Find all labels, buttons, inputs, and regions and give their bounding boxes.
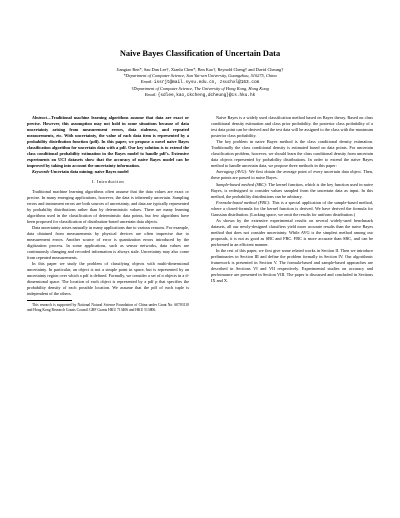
author-list: Jiangtao Ren*, Sau Dan Lee†, Xianlu Chen*, Ben Kao†, Reynold Cheng† and David Cheung†: [116, 67, 284, 72]
keywords-lead: Keywords: [32, 169, 50, 175]
affiliation-2: †Department of Computer Science, The University of Hong Kong, Hong Kong: [131, 86, 269, 92]
right-paragraph-6: As shown by the extensive experimental results on several widely-used benchmark datasets, all our newly-designed classifiers yield more accurate results than the naive Bayes method that does not consider uncertainty. While AVG is the simplest method among our proposals, it is not as good as SBC and FBC. FBC is more accurate than SBC, and can be performed in an efficient manner.: [211, 217, 373, 247]
method-sbc-lead: Sample-based method (SBC):: [216, 181, 268, 187]
email-label-2: Email:: [144, 92, 157, 98]
method-fbc-text: This is a special application of the sample-based method, where a closed-formula for the kernel function is derived. We have derived the formula for Gaussian distribution. (Lacking space, we omit the results for uniform distribution.): [211, 199, 374, 217]
method-sbc: [211, 182, 373, 200]
paper-title: Naive Bayes Classification of Uncertain Data: [119, 49, 281, 58]
right-paragraph-2: The key problem in naive Bayes method is the class conditional density estimation. Traditionally the class conditional density is estimated based on data points. For uncertain classification problem, however, we should learn the class conditional density from uncertain data objects represented by probability distributions. In order to extend the naive Bayes method to handle uncertain data, we propose three methods in this paper:: [211, 139, 373, 169]
email-label-1: Email:: [140, 79, 153, 85]
section-heading-introduction: I. Introduction: [92, 179, 124, 185]
funding-footnote: This research is supported by National Natural Science Foundation of China under Grant No. 60703110 and Hong Kong Research Grants Council GRF Grants HKU 713406 and HKU 513806.: [27, 303, 189, 313]
author-block: [0, 67, 400, 99]
affiliation-1: *Department of Computer Science, Sun Yat-sen University, Guangzhou, 510275, China: [123, 73, 277, 79]
abstract: [27, 115, 189, 169]
footnote-divider: [27, 300, 72, 301]
method-avg: [211, 169, 373, 181]
intro-paragraph-2: Data uncertainty arises naturally in many applications due to various reasons. For example, data obtained from measurements by physical devices are often imprecise due to measurement errors. Another source of error is quantization errors introduced by the digitization process. In some applications, such as sensor networks, data values are continuously changing and recorded information is always stale. Uncertainty may also come from repeated measurements.: [27, 224, 189, 261]
keywords-text: -Uncertain data mining; naive Bayes model: [49, 169, 129, 175]
method-sbc-text: The kernel function, which is the key function used in naive Bayes, is redesigned to consider values sampled from the uncertain data as input. In this method, the probability distributions can be arbitrary.: [211, 181, 373, 199]
email-2: {sdlee,kao,ckcheng,dcheung}@cs.hku.hk: [157, 93, 256, 99]
method-fbc-lead: Formula-based method (FBC):: [216, 199, 271, 205]
abstract-lead: Abstract: [32, 115, 47, 120]
right-column: [211, 115, 373, 284]
email-line-2: [0, 92, 400, 99]
method-avg-text: We first obtain the average point of every uncertain data object. Then, these points are passed to naive Bayes.: [211, 169, 373, 181]
intro-paragraph-1: Traditional machine learning algorithms often assume that the data values are exact or precise. In many emerging applications, however, the data is inherently uncertain. Sampling errors and instrument errors are both sources of uncertainty, and data are typically represented by probability distributions rather than by deterministic values. There are many learning algorithms used in the classification of deterministic data points, but few algorithms have been proposed for classification of distribution-based uncertain data objects.: [27, 188, 189, 224]
keywords: [27, 169, 189, 175]
email-line-1: [0, 79, 400, 86]
method-fbc: [211, 200, 373, 218]
method-avg-lead: Averaging (AVG):: [216, 169, 248, 175]
intro-paragraph-3: In this paper we study the problem of classifying objects with multi-dimensional uncertainty. In particular, an object is not a simple point in space, but is represented by an uncertainty region over which a pdf is defined. Formally, we consider a set of n objects in a d-dimensional space. The location of each object is represented by a pdf p that specifies the probability density of each possible location. We assume that the pdf of each tuple is independent of the others.: [27, 261, 189, 297]
right-paragraph-1: Naive Bayes is a widely used classification method based on Bayes theory. Based on class conditional density estimation and class prior probability, the posterior class probability of a test data point can be derived and the test data will be assigned to the class with the maximum posterior class probability.: [211, 115, 373, 139]
abstract-text: —Traditional machine learning algorithms assume that data are exact or precise. However, this assumption may not hold in some situations because of data uncertainty arising from measurement errors, data staleness, and repeated measurements, etc. With uncertainty, the value of each data item is represented by a probability distribution function (pdf). In this paper, we propose a novel naive Bayes classification algorithm for uncertain data with a pdf. Our key solution is to extend the class conditional probability estimation in the Bayes model to handle pdf's. Extensive experiments on UCI datasets show that the accuracy of naive Bayes model can be improved by taking into account the uncertainty information.: [27, 115, 189, 169]
left-column: [27, 115, 189, 313]
email-1: issrjt@mail.sysu.edu.cn, zsuchxl@163.com: [153, 80, 260, 86]
right-paragraph-7: In the rest of this paper, we first give some related works in Section II. Then we introduce preliminaries in Section III and define the problem formally in Section IV. Our algorithmic framework is presented in Section V. The formula-based and sample-based approaches are described in Sections VI and VII respectively. Experimental studies on accuracy and performance are presented in Section VIII. The paper is discussed and concluded in Sections IX and X.: [211, 248, 373, 284]
